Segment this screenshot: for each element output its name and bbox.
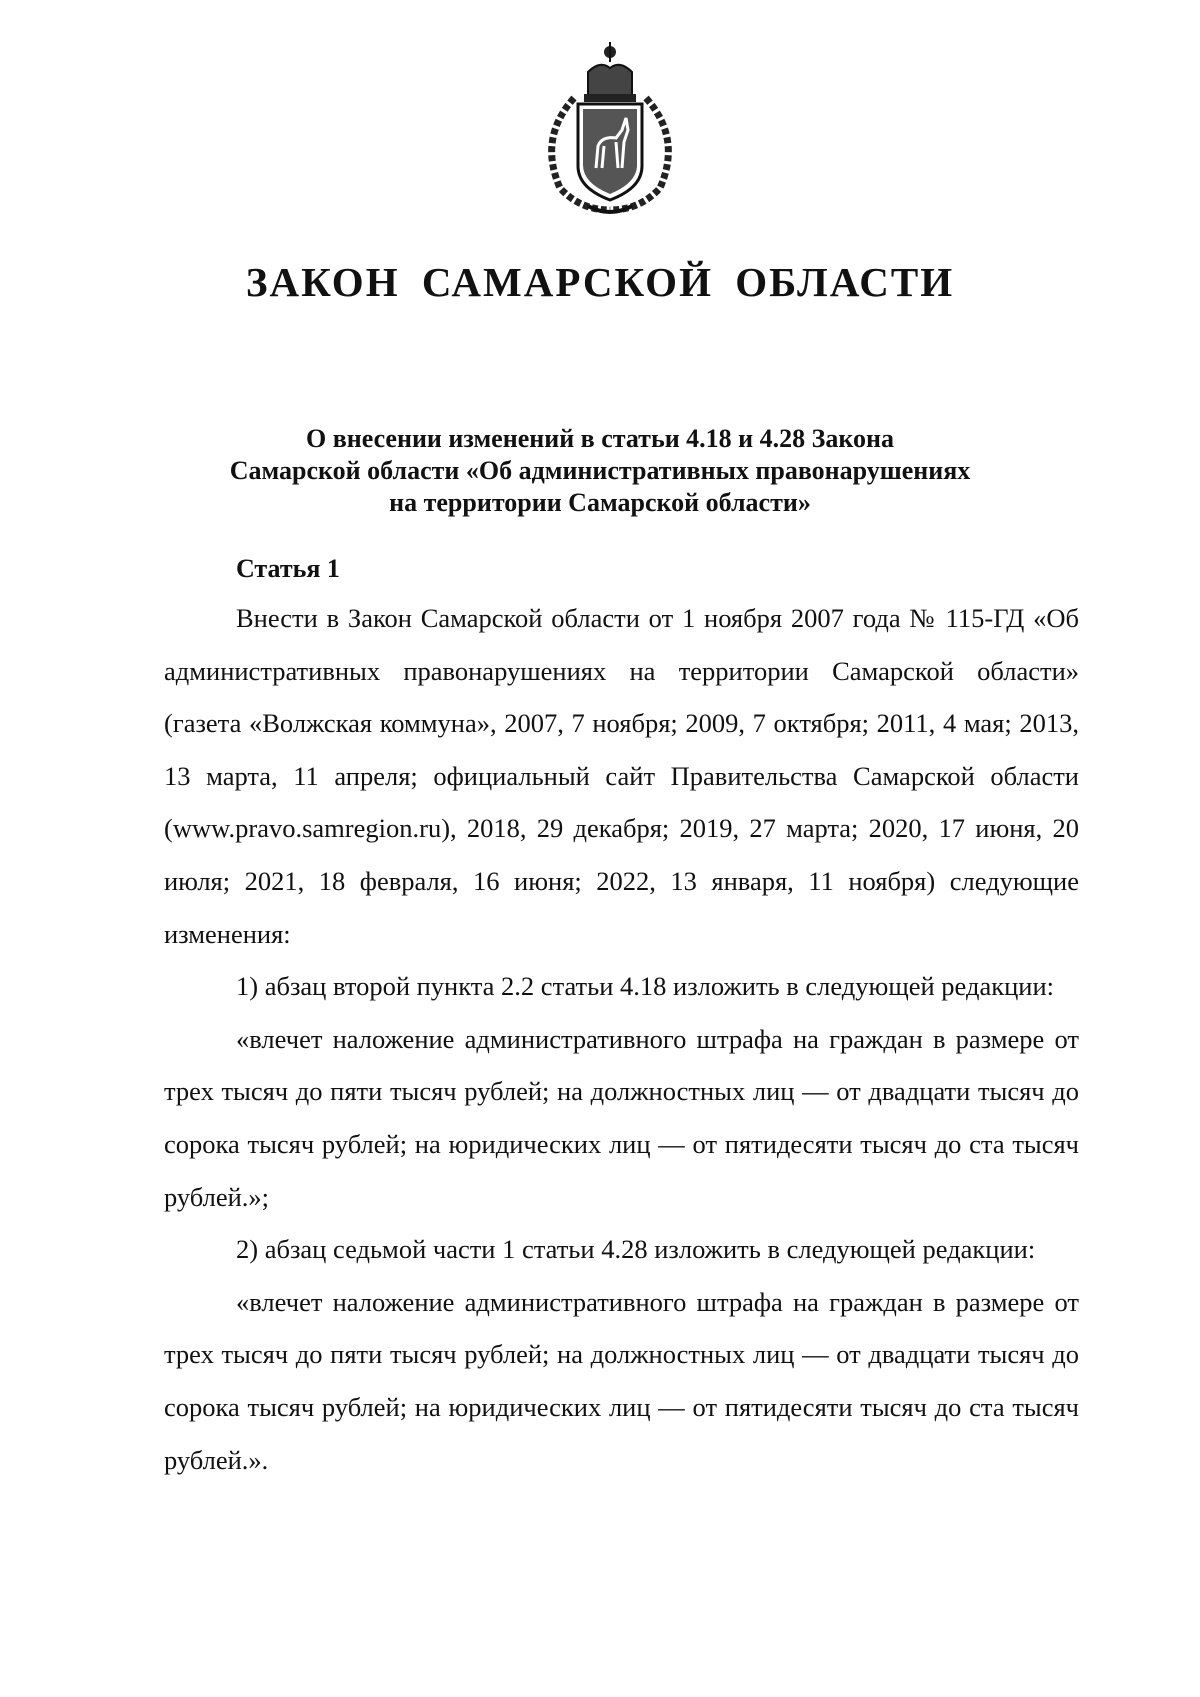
paragraph-quote-2: «влечет наложение административного штрафа на граждан в размере от трех тысяч до пяти тысяч рублей; на должностных лиц — от двадцати тысяч до сорока тысяч рублей; на юридических лиц — от пятидесяти тысяч до ста тысяч рублей.». <box>164 1286 1079 1475</box>
paragraph-item-2: 2) абзац седьмой части 1 статьи 4.28 изложить в следующей редакции: <box>236 1234 1036 1265</box>
law-title: ЗАКОН САМАРСКОЙ ОБЛАСТИ <box>245 259 955 305</box>
paragraph-quote-1: «влечет наложение административного штрафа на граждан в размере от трех тысяч до пяти тысяч рублей; на должностных лиц — от двадцати тысяч до сорока тысяч рублей; на юридических лиц — от пятидесяти тысяч до ста тысяч рублей.»; <box>164 1023 1079 1212</box>
law-subtitle <box>0 423 1200 519</box>
paragraph-intro: Внести в Закон Самарской области от 1 ноября 2007 года № 115-ГД «Об административных правонарушениях на территории Самарской области» (газета «Волжская коммуна», 2007, 7 ноября; 2009, 7 октября; 2011, 4 мая; 2013, 13 марта, 11 апреля; официальный сайт Правительства Самарской области (www.pravo.samregion.ru), 2018, 29 декабря; 2019, 27 марта; 2020, 17 июня, 20 июля; 2021, 18 февраля, 16 июня; 2022, 13 января, 11 ноября) следующие изменения: <box>164 603 1079 949</box>
article-body <box>164 592 1079 1486</box>
subtitle-line: О внесении изменений в статьи 4.18 и 4.28 Закона <box>305 424 895 453</box>
samara-coat-of-arms-icon <box>530 38 690 218</box>
subtitle-line: Самарской области «Об административных правонарушениях <box>229 456 971 485</box>
article-heading: Статья 1 <box>236 554 340 583</box>
subtitle-line: на территории Самарской области» <box>389 488 811 517</box>
paragraph-item-1: 1) абзац второй пункта 2.2 статьи 4.18 изложить в следующей редакции: <box>236 971 1054 1002</box>
